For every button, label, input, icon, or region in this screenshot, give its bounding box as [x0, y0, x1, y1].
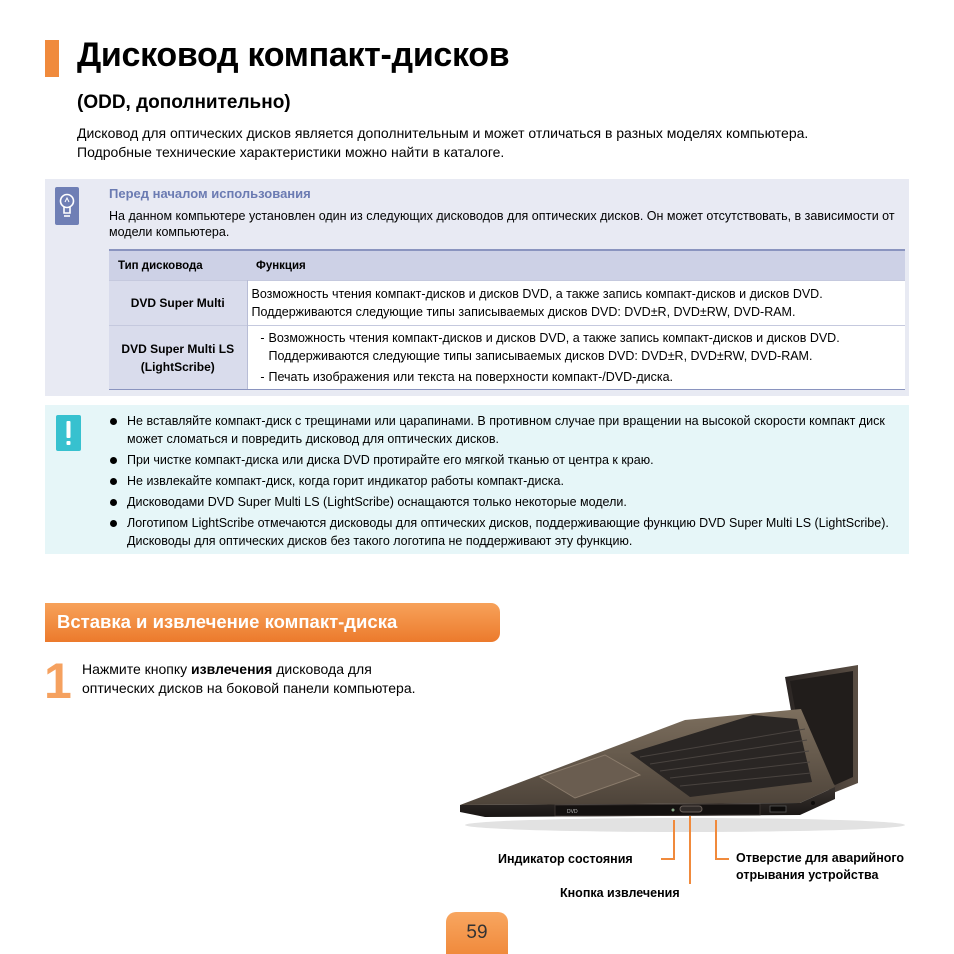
- list-item: - Печать изображения или текста на поверхности компакт-/DVD-диска.: [260, 370, 674, 384]
- list-item: При чистке компакт-диска или диска DVD протирайте его мягкой тканью от центра к краю.: [110, 451, 900, 469]
- exclamation-icon: [56, 415, 81, 451]
- drive-table: [109, 249, 905, 390]
- callout-line-emergency: [715, 820, 717, 858]
- warning-list: [110, 412, 900, 553]
- table-row: [109, 281, 905, 326]
- function-item-text: Возможность чтения компакт-дисков и дисков DVD, а также запись компакт-дисков и дисков DVD. Поддерживаются следующие типы записываемых дисков DVD: DVD±R, DVD±RW, DVD-RAM.: [268, 331, 840, 363]
- tip-text: На данном компьютере установлен один из следующих дисководов для оптических дисков. Он может отсутствовать, в зависимости от модели компьютера.: [109, 209, 895, 239]
- drive-type-cell: DVD Super Multi: [109, 281, 247, 326]
- function-item-text: Печать изображения или текста на поверхности компакт-/DVD-диска.: [268, 370, 674, 384]
- list-item: Не вставляйте компакт-диск с трещинами или царапинами. В противном случае при вращении на высокой скорости компакт диск может сломаться и повредить дисковод для оптических дисков.: [110, 412, 900, 448]
- page-number: 59: [446, 912, 508, 954]
- svg-text:DVD: DVD: [567, 809, 578, 815]
- drive-function-cell: [247, 326, 905, 390]
- lightbulb-icon: [55, 187, 79, 225]
- step-text-part: дисковода для оптических дисков на боковой панели компьютера.: [82, 661, 416, 696]
- step-text: [82, 660, 422, 698]
- callout-line-eject: [689, 816, 691, 884]
- table-header-row: [109, 250, 905, 281]
- section-title: Вставка и извлечение компакт-диска: [57, 611, 398, 632]
- list-item: Дисководами DVD Super Multi LS (LightScribe) оснащаются только некоторые модели.: [110, 493, 900, 511]
- intro-paragraph: Дисковод для оптических дисков является дополнительным и может отличаться в разных моделях компьютера. Подробные технические характеристики можно найти в каталоге.: [77, 125, 809, 160]
- tip-heading: Перед началом использования: [109, 186, 311, 201]
- step-number: 1: [44, 653, 70, 709]
- table-header-type: Тип дисковода: [109, 250, 247, 281]
- list-item: Логотипом LightScribe отмечаются дисководы для оптических дисков, поддерживающие функцию DVD Super Multi LS (LightScribe). Дисководы для оптических дисков без такого логотипа не поддерживают эту функцию.: [110, 514, 900, 550]
- callout-emergency-text: Отверстие для аварийного отрывания устройства: [736, 851, 905, 882]
- callout-status-indicator: Индикатор состояния: [498, 852, 633, 866]
- drive-type-cell: DVD Super Multi LS (LightScribe): [109, 326, 247, 390]
- page-subtitle: (ODD, дополнительно): [77, 92, 291, 113]
- table-header-function: Функция: [247, 250, 905, 281]
- step-text-part: Нажмите кнопку: [82, 661, 192, 677]
- table-row: [109, 326, 905, 390]
- list-item: Не извлекайте компакт-диск, когда горит индикатор работы компакт-диска.: [110, 472, 900, 490]
- title-accent-bar: [45, 40, 59, 77]
- list-item: - Возможность чтения компакт-дисков и дисков DVD, а также запись компакт-дисков и дисков DVD. Поддерживаются следующие типы записываемых дисков DVD: DVD±R, DVD±RW, DVD-RAM.: [252, 329, 902, 365]
- laptop-illustration: [455, 665, 915, 835]
- step-text-bold: извлечения: [191, 661, 273, 677]
- callout-line-emergency-h: [715, 858, 729, 860]
- callout-emergency-hole: [736, 850, 911, 884]
- callout-line-status-h: [661, 858, 675, 860]
- callout-line-status: [673, 820, 675, 858]
- callout-eject-button: Кнопка извлечения: [560, 886, 680, 900]
- page-title: Дисковод компакт-дисков: [77, 36, 510, 74]
- drive-function-cell: Возможность чтения компакт-дисков и дисков DVD, а также запись компакт-дисков и дисков DVD. Поддерживаются следующие типы записываемых дисков DVD: DVD±R, DVD±RW, DVD-RAM.: [247, 281, 905, 326]
